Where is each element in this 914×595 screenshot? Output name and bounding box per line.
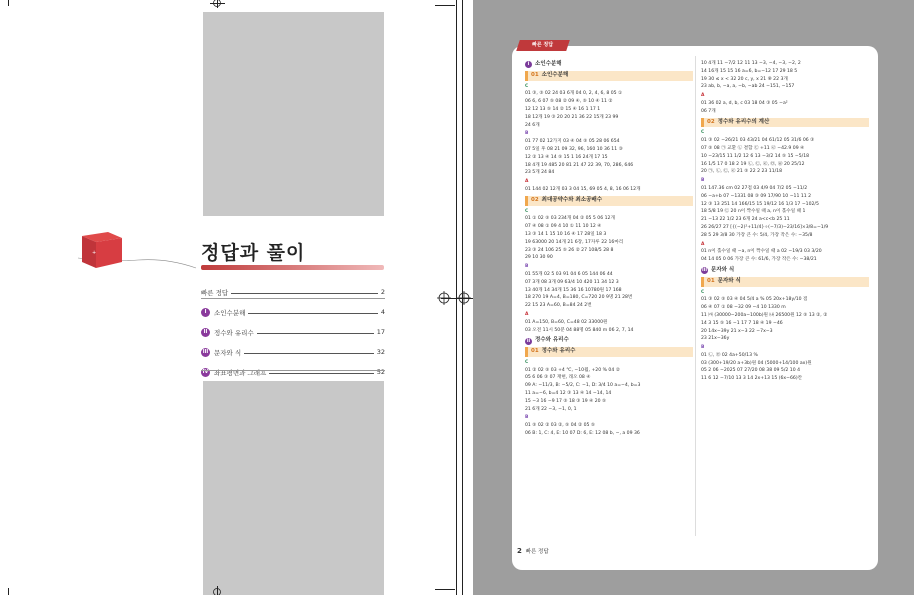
answer-line: 11 ㈎ (30000−200a−100b)원 ㈏ 26500원 12 ⑤ 13 ②, ② [701, 312, 828, 318]
unit-title: 문자와 식 [717, 277, 741, 284]
toc-leader-line [248, 313, 377, 314]
answer-line: 01 ⑤ 02 ② 03 ②, ⑤ 04 ② 05 ⑤ [525, 423, 595, 429]
chapter-number-badge: IV [202, 368, 209, 375]
chapter-title: 소인수분해 [535, 61, 562, 67]
answer-line: 13 ③ 14 1 15 10 16 ④ 17 28일 18 3 [525, 231, 607, 237]
section-tab-label: 빠른 정답 [532, 42, 554, 48]
level-label: A [701, 241, 705, 247]
answer-line: 05 6 06 ③ 07 재현, 래오 08 ④ [525, 375, 591, 381]
level-label: B [701, 178, 705, 184]
level-label: B [525, 264, 529, 270]
answer-line: 01 36 02 a, d, b, c 03 18 04 ③ 05 −a² [701, 100, 788, 106]
chapter-heading [525, 337, 693, 345]
unit-title: 소인수분해 [541, 71, 569, 78]
unit-number: 02 [531, 196, 539, 203]
chapter-number-badge: III [702, 268, 707, 274]
answer-line: 21 −13 22 1/2 23 6개 24 a<c<b 25 11 [701, 217, 790, 223]
answer-line: 07 3개 08 3개 09 63/4 10 420 11 34 12 3 [525, 279, 619, 285]
answer-line: 24 6개 [525, 122, 540, 128]
answer-line: 01 ② 02 ⑤ 03 +4 ℃, −10월, +20 % 04 ② [525, 367, 620, 373]
unit-heading [525, 196, 693, 206]
answer-line: 19 63000 20 14개 21 6장, 17자루 22 16마리 [525, 239, 624, 245]
answer-line: 01 77 02 12가지 03 ④ 04 ⑤ 05 28 06 654 [525, 139, 620, 145]
unit-heading [525, 71, 693, 81]
bottom-grey-panel [203, 381, 384, 595]
toc-leader-line [244, 353, 374, 354]
answer-line: 13 40개 14 34개 15 36 16 10780원 17 168 [525, 287, 622, 293]
answer-line: 12 12 13 ⑤ 14 ② 15 ④ 16 1 17 1 [525, 106, 601, 112]
answer-line: 06 B: 1, C: 4, E: 10 07 D: 6, E: 12 08 b, −, a 09 36 [525, 431, 640, 437]
answer-line: 14 3 15 ⑤ 16 −1 17 7 18 ④ 19 −46 [701, 320, 783, 326]
answer-line: 20 14x−39y 21 x−3 22 −7x−3 [701, 328, 773, 334]
crop-mark [435, 5, 455, 6]
answer-line: 18 4개 19 485 20 81 21 47 22 39, 70, 286, 646 [525, 162, 634, 168]
level-label: C [525, 359, 529, 365]
answer-line: 01 147.36 cm 02 27점 03 4/9 04 7/2 05 −11/2 [701, 185, 808, 191]
level-label: A [525, 311, 529, 317]
toc-leader-line [231, 293, 378, 294]
answer-line: 19 30 ≤ x < 32 20 c, y, x 21 ⑧ 22 3개 [701, 76, 788, 82]
crop-mark [8, 588, 9, 595]
level-label: C [525, 83, 529, 89]
table-of-contents [201, 282, 385, 382]
toc-item-page: 52 [376, 368, 385, 376]
answer-line: 12 ② 13 ④ 14 ⑤ 15 1 16 24개 17 15 [525, 154, 608, 160]
level-label: C [701, 130, 705, 136]
level-label: B [525, 131, 529, 137]
toc-item-page: 2 [380, 288, 385, 296]
toc-item-label: 정수와 유리수 [214, 328, 254, 337]
answer-line: 16 1/5 17 0 18 2 19 ㉡, ㉢, ㉣, ㉤, ㉥ 20 25/12 [701, 161, 805, 167]
answer-line: 07 ⑤ 08 ㉠ 교환 ㉡ 결합 ㉢ +11 ㉣ −42.9 09 ④ [701, 145, 805, 151]
answer-line: 01 ① 02 ⑤ 03 234개 04 ② 05 5 06 12개 [525, 216, 615, 222]
answer-line: 01 55개 02 5 03 91 04 6 05 144 06 44 [525, 271, 613, 277]
chapter-number-badge: II [526, 338, 531, 344]
chapter-number-badge: II [201, 328, 210, 337]
answer-line: 01 ㉡, ㉤ 02 4a+50/13 % [701, 352, 758, 358]
answer-line: 18 5/8 19 ㉢ 20 n이 짝수일 때 a, n이 홀수일 때 1 [701, 209, 806, 215]
answer-line: 10 −23/15 11 1/2 12 6 13 −3/2 14 ⑤ 15 −5/18 [701, 153, 810, 159]
toc-item-label: 빠른 정답 [201, 288, 229, 297]
answer-line: 04 14 05 0 06 가장 큰 수: 61/6, 가장 작은 수: −38/21 [701, 257, 817, 263]
page-footer [517, 547, 549, 555]
toc-item-page: 17 [376, 328, 385, 336]
answer-line: 23 5개 24 84 [525, 170, 555, 176]
answer-line: 29 10 30 90 [525, 255, 553, 261]
toc-item-page: 32 [376, 348, 385, 356]
answer-line: 01 ③ 02 −26/21 03 43/21 04 61/12 05 31/6 06 ③ [701, 138, 815, 144]
unit-heading [525, 347, 693, 357]
answer-line: 06 ④ 07 ① 08 −32 09 −4 10 1330 m [701, 305, 786, 311]
answer-line: 26 26/27 27 [{(−2)²+11/4}÷(−7/3)−23/16]×3/8=−1/9 [701, 224, 829, 230]
toc-divider [201, 370, 385, 371]
answer-line: 01 ③ 02 ⑤ 03 ④ 04 5/4 a % 05 20x+18y/10 점 [701, 297, 808, 303]
answer-line: 05 2 06 −2025 07 27/20 08 38 09 5/2 10 4 [701, 368, 800, 374]
unit-title: 최대공약수와 최소공배수 [541, 196, 603, 203]
answer-line: 07 5일 후 08 21 09 32, 96, 160 10 36 11 ③ [525, 146, 623, 152]
answer-line: 21 6개 22 −3, −1, 0, 1 [525, 406, 577, 412]
answer-line: 07 ④ 08 ① 09 4 10 ① 11 10 12 ④ [525, 224, 602, 230]
answer-line: 01 ③, ⑤ 02 24 03 6개 04 0, 2, 4, 6, 8 05 ① [525, 91, 623, 97]
toc-item-page: 4 [380, 308, 385, 316]
column-divider [695, 56, 696, 536]
page-number: 2 [517, 547, 522, 555]
toc-item-label: 좌표평면과 그래프 [214, 368, 267, 377]
level-label: A [701, 93, 705, 99]
level-label: B [525, 415, 529, 421]
unit-number: 02 [707, 118, 715, 125]
answer-line: 06 −a+b 07 −1331 08 ③ 09 17/90 10 −11 11 2 [701, 193, 812, 199]
toc-leader-line [257, 333, 374, 334]
level-label: C [701, 289, 705, 295]
answer-line: 23 21x−36y [701, 336, 730, 342]
toc-divider [201, 298, 385, 299]
answer-line: 22 15 23 A=60, B=84 24 2번 [525, 303, 592, 309]
answer-line: 28 5 29 3/8 30 가장 큰 수: 5/4, 가장 작은 수: −35/8 [701, 232, 813, 238]
toc-item-prime-factorization[interactable] [201, 302, 385, 322]
unit-title: 정수와 유리수의 계산 [717, 118, 770, 125]
answer-line: 03 오전 11시 50분 04 88명 05 840 m 06 2, 7, 14 [525, 327, 634, 333]
level-label: A [525, 179, 529, 185]
registration-target-icon [437, 291, 451, 305]
unit-title: 정수와 유리수 [541, 348, 576, 355]
chapter-number-badge: I [525, 61, 532, 68]
unit-heading [701, 118, 869, 128]
answer-line: 03 (300+19/20 a+3b)원 04 (5000+14/100 ax)원 [701, 360, 812, 366]
answer-line: 06 7개 [701, 108, 716, 114]
title-underline [201, 265, 384, 270]
answer-line: 11 6 12 −7/10 13 3 14 2x+13 15 (6x−66)칸 [701, 376, 803, 382]
answers-column-right [701, 60, 869, 383]
chapter-title: 정수와 유리수 [535, 337, 569, 344]
registration-target-icon [211, 0, 223, 8]
svg-text:+: + [92, 250, 97, 256]
answer-line: 23 ③ 24 106 25 ⑤ 26 ② 27 108/5 28 8 [525, 247, 614, 253]
toc-leader-line [269, 373, 373, 374]
chapter-heading [525, 61, 693, 69]
answer-line: 18 12개 19 ③ 20 20 21 36 22 15개 23 99 [525, 114, 619, 120]
answer-line: 06 6, 6 07 ⑤ 08 ② 09 ④, ⑤ 10 ④ 11 ② [525, 99, 613, 105]
answer-line: 12 ③ 13 251 14 166/15 15 19/12 16 1/3 17 −102/5 [701, 201, 819, 207]
answer-line: 01 n이 홀수일 때 −a, n이 짝수일 때 a 02 −19/3 03 3/20 [701, 249, 822, 255]
crop-mark [435, 589, 455, 590]
toc-item-label: 소인수분해 [214, 308, 246, 317]
chapter-number-badge: I [201, 308, 210, 317]
answer-line: 09 A: −11/3, B: −5/2, C: −1, D: 3/4 10 a=−4, b=3 [525, 383, 641, 389]
toc-item-quick-answers[interactable] [201, 282, 385, 302]
section-tab [516, 40, 570, 51]
registration-target-icon [457, 291, 471, 305]
footer-label: 빠른 정답 [525, 549, 549, 555]
unit-number: 01 [707, 277, 715, 284]
toc-item-coordinate-graphs[interactable] [201, 362, 385, 382]
answer-line: 01 144 02 12개 03 3 04 15, 69 05 4, 8, 16 06 12개 [525, 186, 641, 192]
unit-heading [701, 277, 869, 287]
toc-item-letters-expressions[interactable] [201, 342, 385, 362]
unit-number: 01 [531, 348, 539, 355]
toc-item-integers-rationals[interactable] [201, 322, 385, 342]
answer-line: 10 4개 11 −7/2 12 11 13 −3, −4, −3, −2, 2 [701, 61, 801, 66]
top-grey-panel [203, 12, 384, 216]
chapter-number-badge: III [202, 348, 209, 355]
page-title: 정답과 풀이 [201, 242, 306, 264]
crop-mark [8, 0, 9, 6]
registration-target-icon [211, 587, 223, 595]
answers-column-left [525, 58, 693, 438]
level-label: C [525, 208, 529, 214]
level-label: B [701, 345, 705, 351]
answer-line: 20 ㉠, ㉡, ㉢, ㉣ 21 ⑤ 22 2 23 11/18 [701, 169, 783, 175]
chapter-title: 문자와 식 [711, 266, 735, 273]
chapter-heading [701, 267, 869, 275]
unit-number: 01 [531, 71, 539, 78]
cube-logo [78, 230, 198, 275]
answer-line: 01 A=150, B=60, C=48 02 33000원 [525, 319, 608, 325]
answer-line: 15 −3 16 −9 17 ⑤ 18 ③ 19 ④ 20 ⑤ [525, 398, 607, 404]
answer-line: 23 ab, b, −a, a, −b, −ab 24 −151, −157 [701, 84, 795, 90]
answer-line: 11 a=−6, b=4 12 ③ 13 ④ 14 −14, 14 [525, 391, 612, 397]
answer-line: 18 270 19 A=4, B=180, C=720 20 9명 21 28번 [525, 295, 633, 301]
answer-line: 14 16개 15 15 16 a=6, b=−12 17 29 18 5 [701, 68, 798, 74]
toc-item-label: 문자와 식 [214, 348, 242, 357]
